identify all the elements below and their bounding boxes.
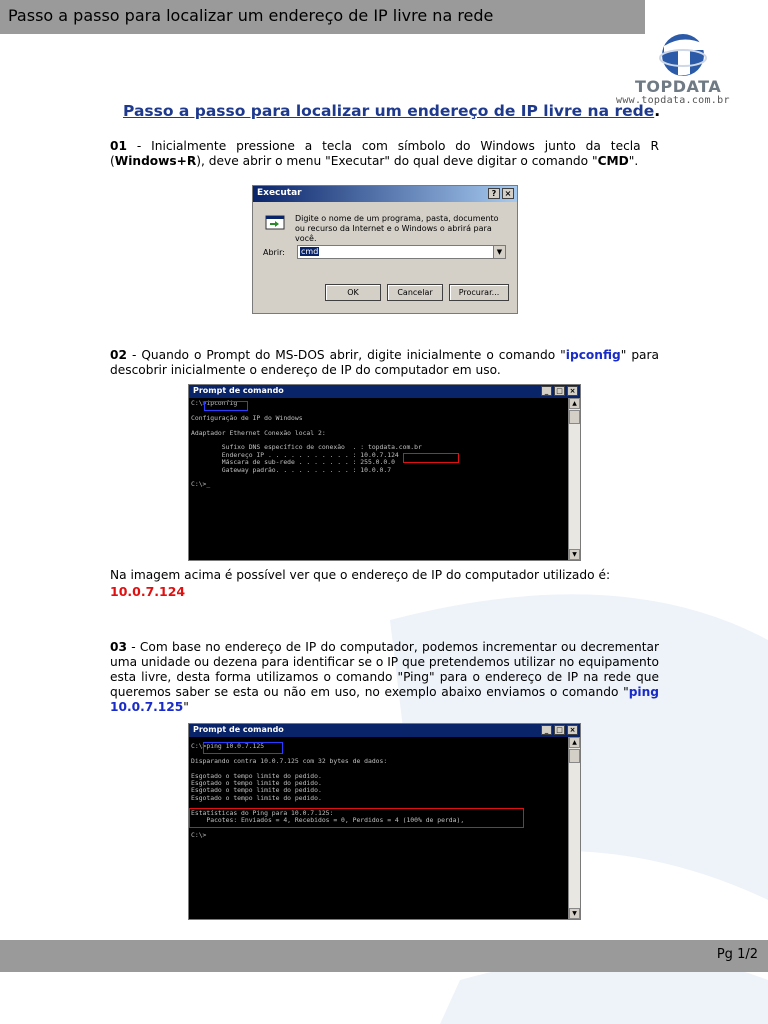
- scroll-thumb: [569, 749, 580, 763]
- step-2-number: 02: [110, 348, 127, 362]
- help-icon: ?: [488, 188, 500, 199]
- console-2-prompt: C:\>: [191, 742, 207, 750]
- step-2-command: ipconfig: [565, 348, 621, 362]
- ping-console-screenshot: [188, 723, 581, 920]
- console-2-scrollbar: [568, 737, 580, 919]
- ipconfig-caption: Na imagem acima é possível ver que o endereço de IP do computador utilizado é:: [110, 568, 611, 582]
- minimize-icon: _: [541, 386, 552, 396]
- logo-url: www.topdata.com.br: [616, 95, 730, 106]
- step-2-text-b: " para descobrir inicialmente o endereço de IP do computador em uso.: [110, 348, 659, 377]
- console-1-title: Prompt de comando: [193, 386, 284, 395]
- step-1-key-combo: Windows+R: [114, 154, 197, 168]
- console-2-command: ping 10.0.7.125: [206, 742, 265, 750]
- console-1-command: ipconfig: [206, 399, 238, 407]
- step-1-text-c: ".: [628, 154, 639, 168]
- header-title: Passo a passo para localizar um endereço de IP livre na rede: [8, 6, 494, 25]
- console-2-line: Pacotes: Enviados = 4, Recebidos = 0, Perdidos = 4 (100% de perda),: [191, 816, 465, 825]
- document-title-end: .: [654, 102, 661, 120]
- scroll-thumb: [569, 410, 580, 424]
- scroll-up-icon: ▲: [569, 398, 580, 409]
- step-1-command: CMD: [597, 154, 629, 168]
- console-2-titlebar: [189, 724, 580, 737]
- scroll-up-icon: ▲: [569, 737, 580, 748]
- console-2-line: Disparando contra 10.0.7.125 com 32 bytes de dados:: [191, 756, 388, 765]
- page-number: Pg 1/2: [716, 947, 758, 962]
- console-1-line: Endereço IP . . . . . . . . . . . : 10.0.7.124: [191, 450, 399, 459]
- step-3-paragraph: [110, 640, 659, 715]
- step-3-text-a: - Com base no endereço de IP do computador, podemos incrementar ou decrementar uma unidade ou dezena para identificar se o IP que pretendemos utilizar no equipamento esta livre, desta forma utilizamos o comando "Ping" para o endereço de IP na rede que queremos saber se esta ou não em uso, no exemplo abaixo enviamos o comando ": [110, 640, 659, 699]
- scroll-down-icon: ▼: [569, 549, 580, 560]
- console-2-line: Esgotado o tempo limite do pedido.: [191, 786, 322, 795]
- chevron-down-icon: ▼: [493, 246, 505, 258]
- step-1-number: 01: [110, 139, 127, 153]
- footer-bar: [0, 940, 768, 972]
- step-2-text-a: - Quando o Prompt do MS-DOS abrir, digite inicialmente o comando ": [126, 348, 566, 362]
- step-1-text-b: ), deve abrir o menu "Executar" do qual deve digitar o comando ": [196, 154, 598, 168]
- close-icon: ×: [567, 725, 578, 735]
- ping-statistics-highlight-box: [189, 808, 524, 828]
- console-1-line: Gateway padrão. . . . . . . . . . : 10.0.0.7: [191, 465, 392, 474]
- console-2-line: C:\>: [191, 830, 207, 839]
- step-1-paragraph: [110, 139, 659, 169]
- console-1-line: Sufixo DNS específico de conexão . : topdata.com.br: [191, 443, 422, 452]
- console-2-line: Esgotado o tempo limite do pedido.: [191, 793, 322, 802]
- step-3-command: ping 10.0.7.125: [110, 685, 659, 714]
- open-label: Abrir:: [263, 248, 285, 257]
- minimize-icon: _: [541, 725, 552, 735]
- console-1-titlebar: [189, 385, 580, 398]
- open-combobox: [297, 245, 506, 259]
- maximize-icon: □: [554, 725, 565, 735]
- close-icon: ×: [567, 386, 578, 396]
- console-1-scrollbar: [568, 398, 580, 560]
- step-1-text-a: - Inicialmente pressione a tecla com símbolo do Windows junto da tecla R (: [110, 139, 659, 168]
- console-2-title: Prompt de comando: [193, 725, 284, 734]
- console-1-prompt: C:\>: [191, 399, 207, 407]
- step-3-text-b: ": [183, 700, 189, 714]
- console-2-line: Estatísticas do Ping para 10.0.7.125:: [191, 808, 334, 817]
- ipconfig-console-screenshot: [188, 384, 581, 561]
- scroll-down-icon: ▼: [569, 908, 580, 919]
- console-2-line: Esgotado o tempo limite do pedido.: [191, 779, 322, 788]
- console-1-line: Adaptador Ethernet Conexão local 2:: [191, 428, 326, 437]
- console-2-line: Esgotado o tempo limite do pedido.: [191, 771, 322, 780]
- header-bar: [0, 0, 645, 34]
- maximize-icon: □: [554, 386, 565, 396]
- document-title-text: Passo a passo para localizar um endereço de IP livre na rede: [123, 102, 655, 120]
- ip-address-highlight-box: [403, 453, 459, 463]
- run-dialog-title: Executar: [257, 188, 302, 198]
- console-1-output: [191, 400, 422, 489]
- close-icon: ×: [502, 188, 514, 199]
- step-3-number: 03: [110, 640, 127, 654]
- computer-ip-address: 10.0.7.124: [110, 584, 186, 599]
- ipconfig-highlight-box: [204, 401, 248, 411]
- document-title: [123, 102, 660, 120]
- step-2-paragraph: [110, 348, 659, 378]
- browse-button: Procurar...: [449, 284, 509, 301]
- ping-command-highlight-box: [203, 742, 283, 754]
- logo-wordmark: TOPDATA: [635, 77, 722, 96]
- run-program-icon: [265, 212, 285, 232]
- run-dialog-description: Digite o nome de um programa, pasta, documento ou recurso da Internet e o Windows o abrirá para você.: [295, 214, 499, 243]
- console-1-line: C:\>_: [191, 480, 211, 489]
- cancel-button: Cancelar: [387, 284, 443, 301]
- console-1-line: Configuração de IP do Windows: [191, 413, 303, 422]
- ok-button: OK: [325, 284, 381, 301]
- console-1-line: Máscara de sub-rede . . . . . . . : 255.0.0.0: [191, 458, 395, 467]
- run-dialog-titlebar: [253, 186, 517, 202]
- open-value: cmd: [301, 247, 319, 256]
- run-dialog-screenshot: [252, 185, 518, 314]
